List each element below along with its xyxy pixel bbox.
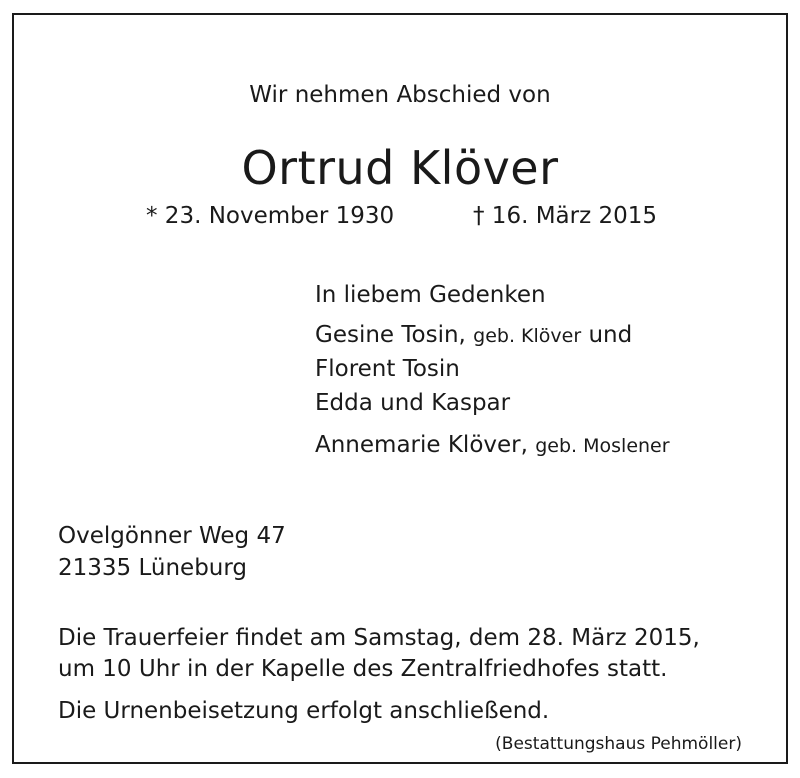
intro-text: Wir nehmen Abschied von [249,82,551,108]
mourner-line-2: Florent Tosin [315,356,460,382]
address-street: Ovelgönner Weg 47 [58,523,286,549]
ceremony-line-1: Die Trauerfeier findet am Samstag, dem 28. März 2015, [58,625,700,651]
ceremony-line-2: um 10 Uhr in der Kapelle des Zentralfriedhofes statt. [58,656,668,682]
mourner-line-4 [315,434,670,457]
birth-date: * 23. November 1930 [146,203,395,229]
mourner-conjunction: und [588,322,633,348]
mourner-name: Annemarie Klöver, [315,432,528,458]
deceased-name: Ortrud Klöver [241,141,559,195]
mourner-line-3: Edda und Kaspar [315,390,511,416]
notice-border [12,13,788,764]
mourner-line-1 [315,324,632,347]
mourner-birth-name: geb. Klöver [473,325,582,347]
address-city: 21335 Lüneburg [58,555,248,581]
death-date: † 16. März 2015 [473,203,658,229]
mourner-name: Gesine Tosin, [315,322,466,348]
mourners-heading: In liebem Gedenken [315,282,546,308]
funeral-home: (Bestattungshaus Pehmöller) [495,734,742,754]
ceremony-line-3: Die Urnenbeisetzung erfolgt anschließend. [58,698,550,724]
mourner-birth-name: geb. Moslener [535,435,670,457]
